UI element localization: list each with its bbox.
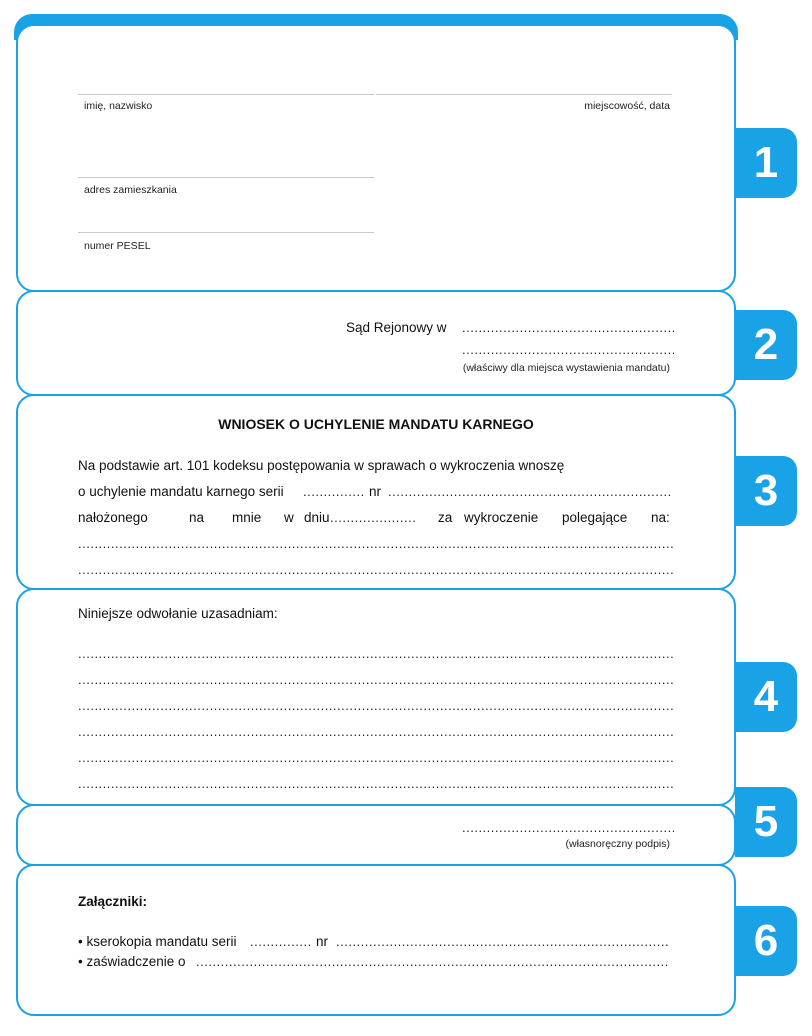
request-line-3-word-7: wykroczenie [464,510,539,525]
signature-note: (własnoręczny podpis) [565,838,670,850]
court-name-dots-2[interactable] [462,342,674,357]
mandate-series-dots[interactable] [303,484,365,499]
request-line-2-prefix: o uchylenie mandatu karnego serii [78,484,284,499]
section-number-2: 2 [735,310,797,380]
address-line [78,177,374,178]
request-line-2-nr: nr [369,484,382,499]
place-date-line [376,94,672,95]
section-number-5: 5 [735,787,797,857]
place-date-label: miejscowość, data [584,100,670,112]
address-label: adres zamieszkania [84,184,177,196]
offence-description-dots-2[interactable] [78,562,674,577]
court-label: Sąd Rejonowy w [346,320,447,335]
court-name-dots[interactable] [462,320,674,335]
mandate-number-dots[interactable] [388,484,672,499]
attachment-item-1-nr: nr [316,934,329,949]
request-line-3-word-9: na: [651,510,670,525]
request-line-3-word-8: polegające [562,510,628,525]
section-number-3: 3 [735,456,797,526]
section-number-4: 4 [735,662,797,732]
justification-dots-2[interactable] [78,672,674,687]
justification-dots-1[interactable] [78,646,674,661]
pesel-label: numer PESEL [84,240,151,252]
name-line [78,94,374,95]
section-personal-data [16,24,736,292]
request-line-3-word-6: za [438,510,453,525]
attachments-heading: Załączniki: [78,894,148,909]
certificate-dots[interactable] [196,954,670,969]
section-number-1: 1 [735,128,797,198]
attachment-series-dots[interactable] [250,934,312,949]
attachment-item-2-prefix: • zaświadczenie o [78,954,186,969]
request-line-3-word-4: w [284,510,294,525]
attachment-item-1-prefix: • kserokopia mandatu serii [78,934,237,949]
name-label: imię, nazwisko [84,100,153,112]
offence-description-dots-1[interactable] [78,536,674,551]
justification-heading: Niniejsze odwołanie uzasadniam: [78,606,278,621]
court-note: (właściwy dla miejsca wystawienia mandatu) [462,362,670,374]
section-attachments [16,864,736,1016]
offence-date-dots[interactable] [330,510,416,525]
section-signature [16,804,736,866]
request-line-3-word-2: na [189,510,205,525]
pesel-line [78,232,374,233]
justification-dots-6[interactable] [78,776,674,791]
justification-dots-5[interactable] [78,750,674,765]
request-line-3-word-3: mnie [232,510,262,525]
section-court [16,290,736,396]
section-number-6: 6 [735,906,797,976]
justification-dots-3[interactable] [78,698,674,713]
request-line-1: Na podstawie art. 101 kodeksu postępowania w sprawach o wykroczenia wnoszę [78,458,565,473]
request-title: WNIOSEK O UCHYLENIE MANDATU KARNEGO [218,416,534,432]
section-justification [16,588,736,806]
justification-dots-4[interactable] [78,724,674,739]
section-request [16,394,736,590]
signature-dots[interactable] [462,820,674,835]
request-line-3-word-1: nałożonego [78,510,148,525]
attachment-number-dots[interactable] [336,934,670,949]
request-line-3-word-5: dniu [304,510,330,525]
